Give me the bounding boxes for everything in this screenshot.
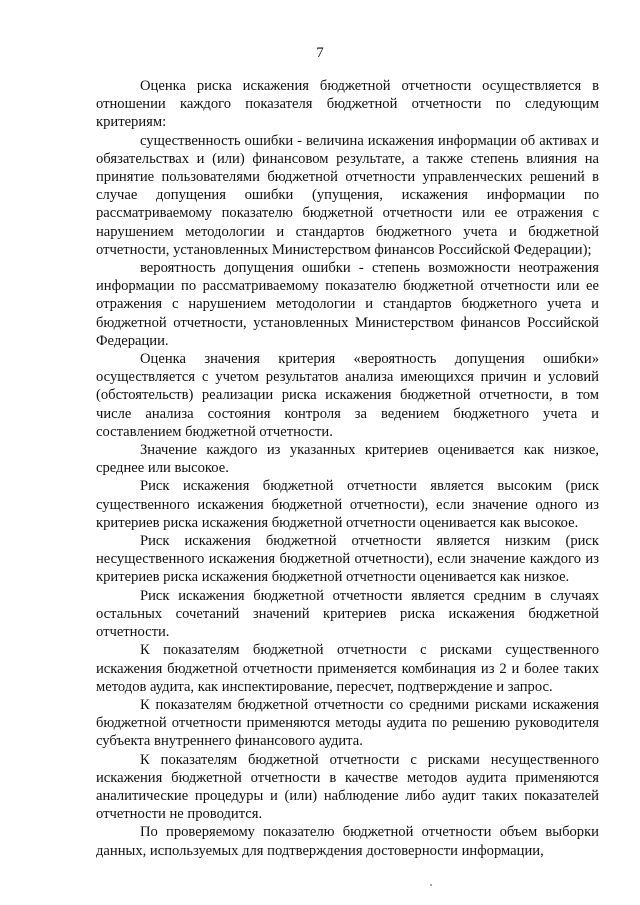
paragraph-low-risk: Риск искажения бюджетной отчетности является низким (риск несущественного искажения бюджетной отчетности), если значение каждого из критериев риска искажения бюджетной отчетности оценивается как низкое. bbox=[96, 533, 599, 586]
paragraph-probability-criterion: Оценка значения критерия «вероятность допущения ошибки» осуществляется с учетом результатов анализа имеющихся причин и условий (обстоятельств) реализации риска искажения бюджетной отчетности, в том числе анализа состояния контроля за ведением бюджетного учета и составлением бюджетной отчетности. bbox=[96, 351, 599, 440]
paragraph-high-risk-methods: К показателям бюджетной отчетности с рисками существенного искажения бюджетной отчетности применяется комбинация из 2 и более таких методов аудита, как инспектирование, пересчет, подтверждение и запрос. bbox=[96, 642, 599, 695]
paragraph-error-materiality: существенность ошибки - величина искажения информации об активах и обязательствах и (или) финансовом результате, а также степень влияния на принятие пользователями бюджетной отчетности управленческих решений в случае допущения ошибки (упущения, искажения информации по рассматриваемому показателю бюджетной отчетности или ее отражения с нарушением методологии и стандартов бюджетного учета и бюджетной отчетности, установленных Министерством финансов Российской Федерации); bbox=[96, 132, 599, 258]
document-body bbox=[96, 77, 599, 860]
paragraph-error-probability: вероятность допущения ошибки - степень возможности неотражения информации по рассматриваемому показателю бюджетной отчетности или ее отражения с нарушением методологии и стандартов бюджетного учета и бюджетной отчетности, установленных Министерством финансов Российской Федерации. bbox=[96, 260, 599, 349]
paragraph-low-risk-methods: К показателям бюджетной отчетности с рисками несущественного искажения бюджетной отчетности в качестве методов аудита применяются аналитические процедуры и (или) наблюдение либо аудит таких показателей отчетности не проводится. bbox=[96, 751, 599, 823]
scan-speck bbox=[430, 884, 432, 886]
paragraph-high-risk: Риск искажения бюджетной отчетности является высоким (риск существенного искажения бюджетной отчетности), если значение одного из критериев риска искажения бюджетной отчетности оценивается как высокое. bbox=[96, 478, 599, 531]
paragraph-criteria-levels: Значение каждого из указанных критериев оценивается как низкое, среднее или высокое. bbox=[96, 442, 599, 477]
paragraph-sample-size: По проверяемому показателю бюджетной отчетности объем выборки данных, используемых для подтверждения достоверности информации, bbox=[96, 824, 599, 859]
paragraph-medium-risk-methods: К показателям бюджетной отчетности со средними рисками искажения бюджетной отчетности применяются методы аудита по решению руководителя субъекта внутреннего финансового аудита. bbox=[96, 696, 599, 750]
paragraph-medium-risk: Риск искажения бюджетной отчетности является средним в случаях остальных сочетаний значений критериев риска искажения бюджетной отчетности. bbox=[96, 587, 599, 641]
page-number: 7 bbox=[316, 45, 324, 61]
paragraph-risk-assessment-intro: Оценка риска искажения бюджетной отчетности осуществляется в отношении каждого показателя бюджетной отчетности по следующим критериям: bbox=[96, 78, 599, 131]
